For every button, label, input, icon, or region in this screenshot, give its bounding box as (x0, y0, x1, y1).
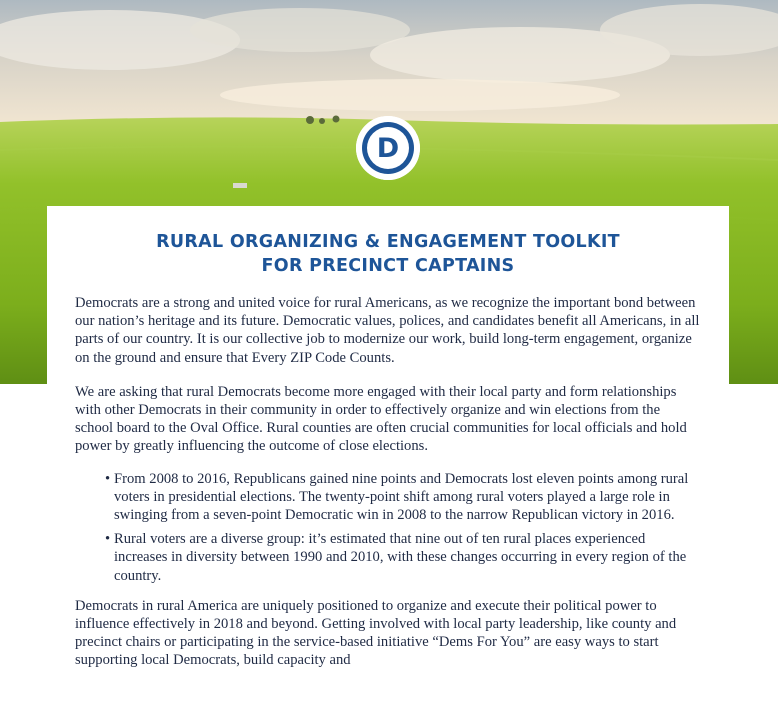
bullet-item (105, 470, 701, 525)
content-panel (47, 206, 729, 726)
democrats-d-icon (356, 116, 420, 180)
bullet-text: From 2008 to 2016, Republicans gained nine points and Democrats lost eleven points among rural voters in presidential elections. The twenty-point shift among rural voters played a large role in swinging from a seven-point Democratic win in 2008 to the narrow Republican victory in 2016. (114, 470, 689, 524)
title-line-1: RURAL ORGANIZING & ENGAGEMENT TOOLKIT (156, 232, 620, 252)
bullet-item (105, 530, 701, 585)
closing-paragraph: Democrats in rural America are uniquely positioned to organize and execute their political power to influence effectively in 2018 and beyond. Getting involved with local party leadership, like county and precinct chairs or participating in the service-based initiative “Dems For You” are easy ways to start supporting local Democrats, build capacity and (75, 597, 677, 669)
bullet-text: Rural voters are a diverse group: it’s estimated that nine out of ten rural places experienced increases in diversity between 1990 and 2010, with these changes occurring in every region of the country. (114, 531, 687, 584)
bullet-list (75, 470, 701, 585)
logo-letter: D (376, 133, 400, 164)
bullet-icon: • (105, 531, 111, 548)
title-line-2: FOR PRECINCT CAPTAINS (261, 256, 515, 276)
bullet-icon: • (105, 470, 111, 487)
democrats-logo (356, 116, 420, 180)
document-title (75, 230, 701, 278)
intro-paragraph: Democrats are a strong and united voice for rural Americans, as we recognize the important bond between our nation’s heritage and its future. Democratic values, polices, and candidates benefit all Americans, in all parts of our country. It is our collective job to modernize our work, build long-term engagement, organize on the ground and ensure that Every ZIP Code Counts. (75, 295, 700, 366)
engagement-paragraph: We are asking that rural Democrats become more engaged with their local party and form relationships with other Democrats in their community in order to effectively organize and win elections from the school board to the Oval Office. Rural counties are often crucial communities for local officials and hold power by greatly influencing the outcome of close elections. (75, 383, 687, 455)
